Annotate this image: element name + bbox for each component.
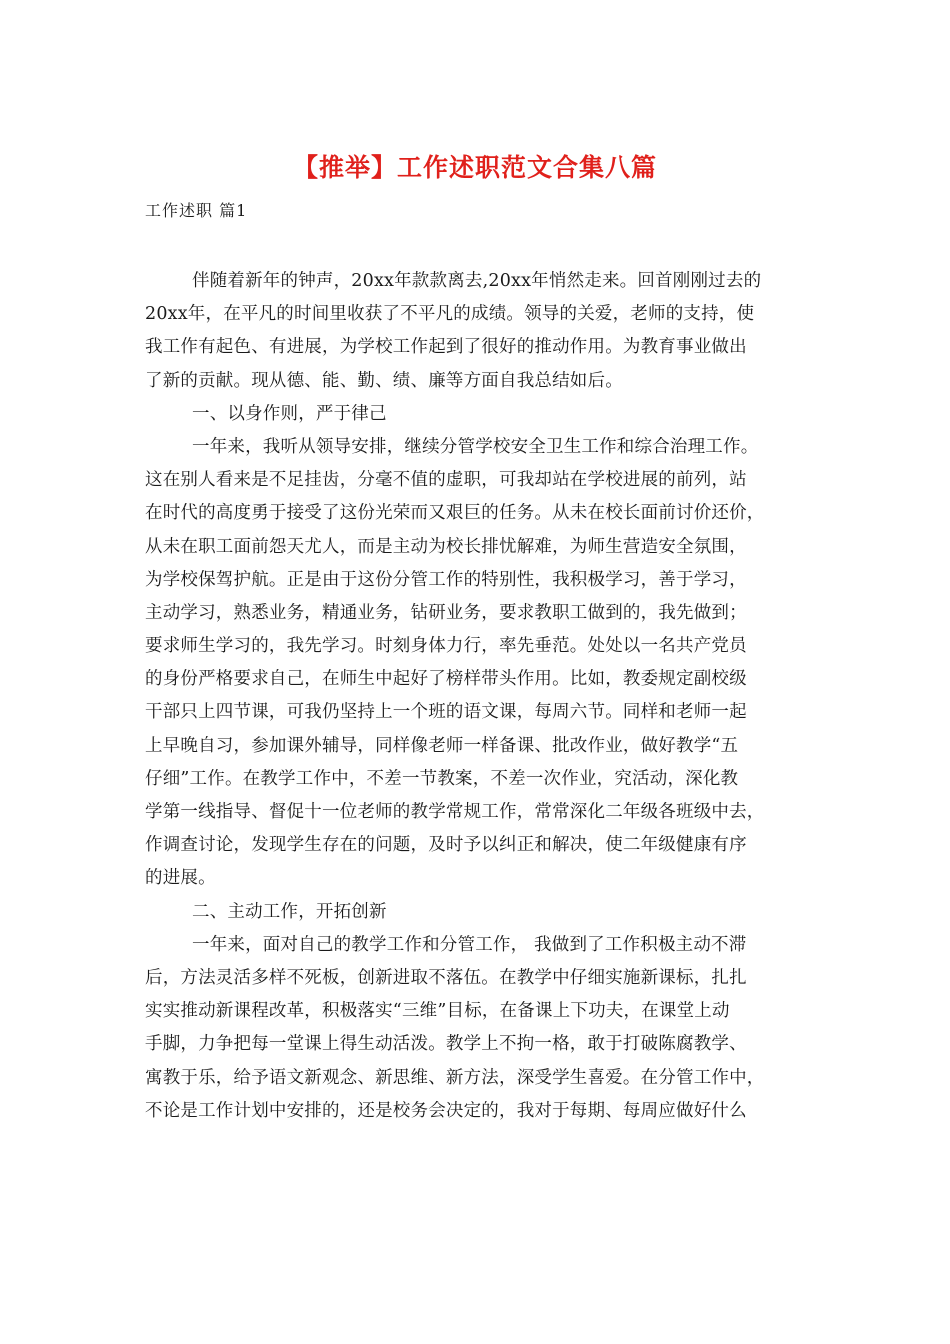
text-line: 了新的贡献。现从德、能、勤、绩、廉等方面自我总结如后。: [145, 370, 623, 391]
text-line: 主动学习，熟悉业务，精通业务，钻研业务，要求教职工做到的，我先做到；: [145, 602, 747, 623]
text-line: 作调查讨论，发现学生存在的问题，及时予以纠正和解决，使二年级健康有序: [145, 835, 747, 856]
body-text: [145, 265, 810, 1128]
text-line: 仔细”工作。在教学工作中，不差一节教案，不差一次作业，究活动，深化教: [145, 768, 739, 789]
text-line: 我工作有起色、有进展，为学校工作起到了很好的推动作用。为教育事业做出: [145, 337, 747, 358]
text-line: 学第一线指导、督促十一位老师的教学常规工作，常常深化二年级各班级中去，: [145, 802, 765, 822]
text-line: 上早晚自习，参加课外辅导，同样像老师一样备课、批改作业，做好教学“五: [145, 735, 739, 756]
text-line: 在时代的高度勇于接受了这份光荣而又艰巨的任务。从未在校长面前讨价还价，: [145, 503, 765, 524]
text-line: 一年来，我听从领导安排，继续分管学校安全卫生工作和综合治理工作。: [192, 436, 759, 457]
text-line: 寓教于乐，给予语文新观念、新思维、新方法，深受学生喜爱。在分管工作中，: [145, 1067, 765, 1088]
document-title: 【推举】工作述职范文合集八篇: [292, 153, 657, 182]
text-line: 一、以身作则，严于律己: [192, 403, 387, 424]
text-line: 不论是工作计划中安排的，还是校务会决定的，我对于每期、每周应做好什么: [145, 1100, 747, 1121]
text-line: 这在别人看来是不足挂齿，分毫不值的虚职，可我却站在学校进展的前列，站: [145, 470, 747, 491]
text-line: 干部只上四节课，可我仍坚持上一个班的语文课，每周六节。同样和老师一起: [145, 702, 747, 723]
text-line: 为学校保驾护航。正是由于这份分管工作的特别性，我积极学习，善于学习，: [145, 569, 747, 590]
text-line: 的身份严格要求自己，在师生中起好了榜样带头作用。比如，教委规定副校级: [145, 669, 747, 690]
section-heading: 工作述职 篇1: [145, 201, 248, 220]
text-line: 一年来，面对自己的教学工作和分管工作， 我做到了工作积极主动不滞: [192, 934, 747, 955]
text-line: 伴随着新年的钟声，20xx年款款离去,20xx年悄然走来。回首刚刚过去的: [192, 271, 762, 291]
text-line: 二、主动工作，开拓创新: [192, 901, 387, 922]
text-line: 手脚，力争把每一堂课上得生动活泼。教学上不拘一格，敢于打破陈腐教学、: [145, 1034, 747, 1055]
text-line: 实实推动新课程改革，积极落实“三维”目标，在备课上下功夫，在课堂上动: [145, 1001, 730, 1022]
text-line: 的进展。: [145, 868, 216, 889]
text-line: 从未在职工面前怨天尤人，而是主动为校长排忧解难，为师生营造安全氛围，: [145, 536, 747, 557]
text-line: 后，方法灵活多样不死板，创新进取不落伍。在教学中仔细实施新课标，扎扎: [145, 967, 747, 988]
text-line: 20xx年，在平凡的时间里收获了不平凡的成绩。领导的关爱，老师的支持，使: [145, 304, 755, 325]
text-line: 要求师生学习的，我先学习。时刻身体力行，率先垂范。处处以一名共产党员: [145, 636, 747, 657]
